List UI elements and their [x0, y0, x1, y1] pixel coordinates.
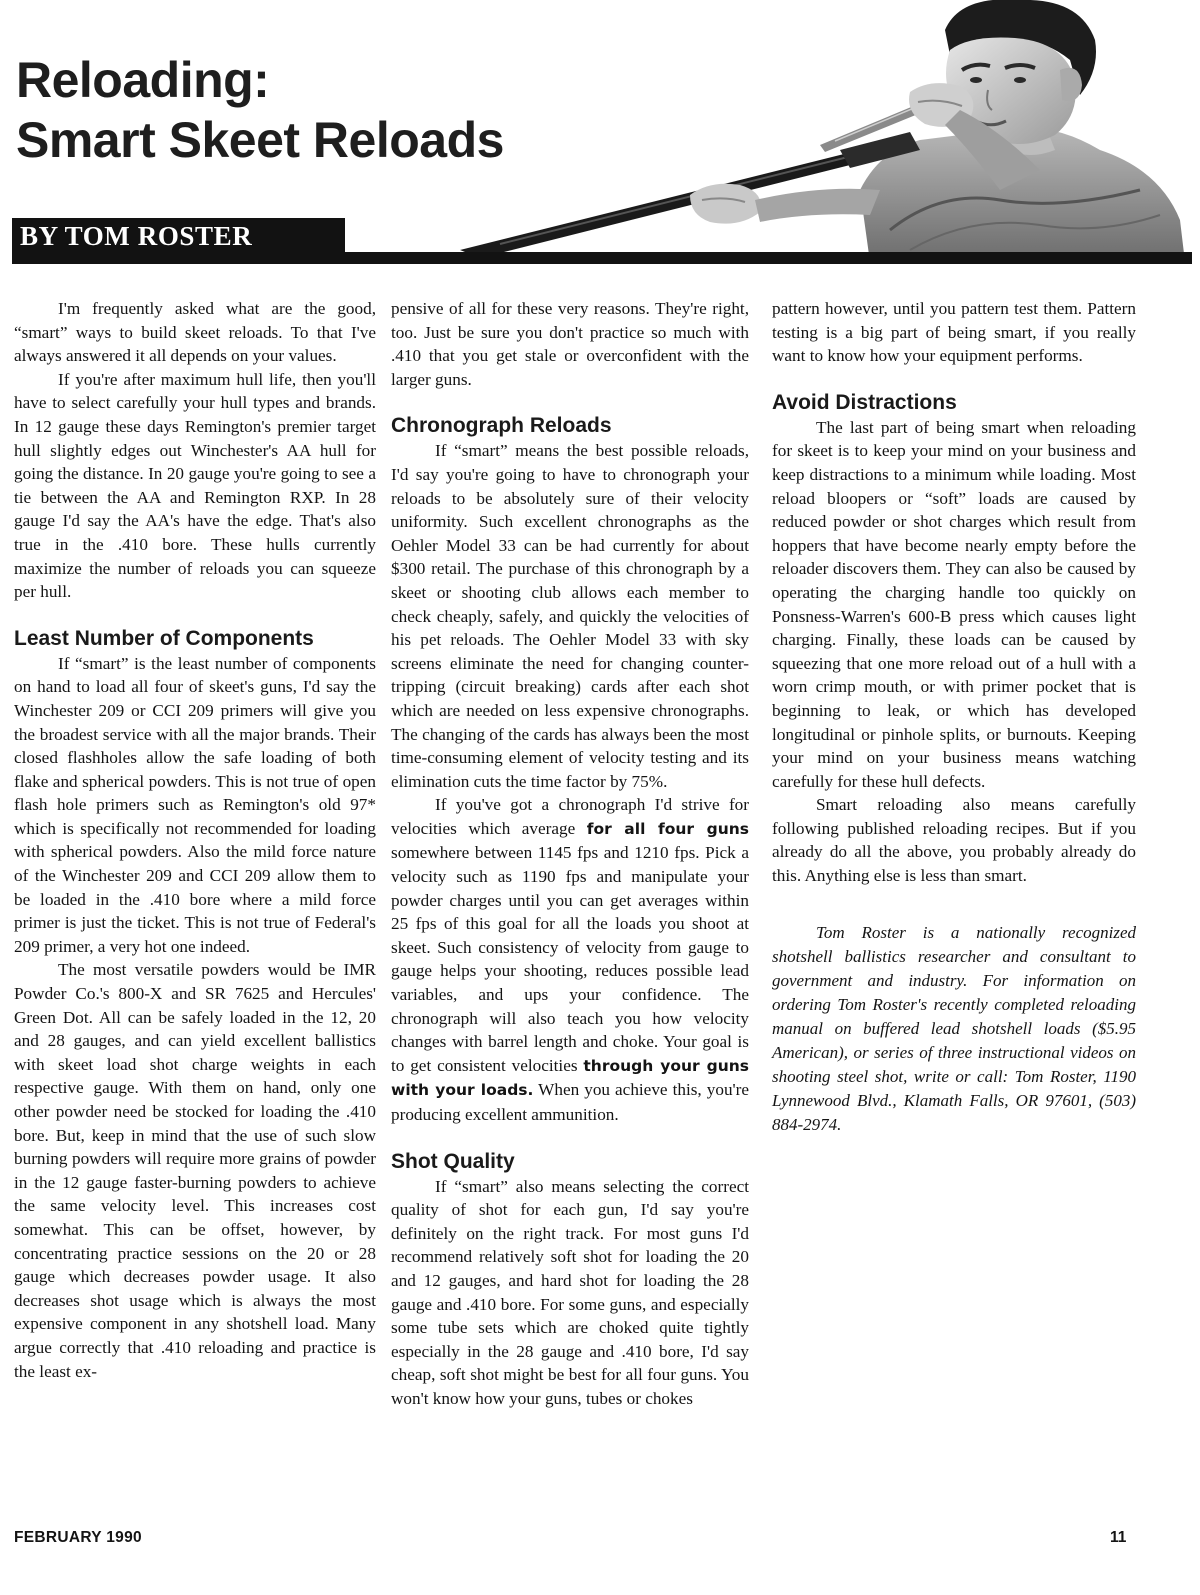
bold-text: for all four guns: [586, 819, 749, 838]
paragraph: The most versatile powders would be IMR Powder Co.'s 800-X and SR 7625 and Hercules' Green Dot. All can be safely loaded in the 12, 20 and 28 gauges, and can yield excellent ballistics with skeet load shot charge weights in each respective gauge. With them on hand, only one other powder need be stocked for loading the .410 bore. But, keep in mind that the use of such slow burning powders will require more grains of powder in the 12 gauge faster-burning powders to achieve the same velocity level. This increases cost somewhat. This can be offset, however, by concentrating practice sessions on the 20 or 28 gauge which decreases powder usage. It also decreases shot usage which is always the most expensive component in any shotshell load. Many argue correctly that .410 reloading and practice is the least ex-: [14, 960, 376, 1381]
text-run: When you achieve this, you're producing excellent ammunition.: [391, 1080, 749, 1124]
paragraph: If you're after maximum hull life, then you'll have to select carefully your hull types and brands. In 12 gauge these days Remington's premier target hull slightly edges out Winchester's AA hull for going the distance. In 20 gauge you're going to see a tie between the AA and Remington RXP. In 28 gauge I'd say the AA's have the edge. That's also true in the .410 bore. These hulls currently maximize the number of reloads you can squeeze per hull.: [14, 369, 376, 602]
paragraph: [391, 793, 749, 1126]
paragraph: If “smart” means the best possible reloads, I'd say you're going to have to chronograph your reloads to be absolutely sure of their velocity uniformity. Such excellent chronographs as the Oehler Model 33 can be had currently for about $300 retail. The purchase of this chronograph by a skeet or shooting club allows each member to check cheaply, safely, and quickly the velocities of his pet reloads. The Oehler Model 33 with sky screens eliminate the need for changing counter-tripping (circuit breaking) cards after each shot which are needed on less expensive chronographs. The changing of the cards has always been the most time-consuming element of velocity testing and its elimination cuts the time factor by 75%.: [391, 441, 749, 791]
section-heading: Chronograph Reloads: [391, 414, 612, 438]
paragraph: pensive of all for these very reasons. They're right, too. Just be sure you don't practice so much with .410 that you get stale or overconfident with the larger guns.: [391, 299, 749, 389]
man-with-shotgun-photo: [440, 0, 1200, 262]
author-bio: Tom Roster is a nationally recognized shotshell ballistics researcher and consultant to government and industry. For information on ordering Tom Roster's recently completed reloading manual on buffered lead shotshell loads ($5.95 American), or series of three instructional videos on shooting steel shot, write or call: Tom Roster, 1190 Lynnewood Blvd., Klamath Falls, OR 97601, (503) 884-2974.: [772, 922, 1136, 1134]
paragraph: If “smart” is the least number of components on hand to load all four of skeet's guns, I'd say the Winchester 209 or CCI 209 primers will give you the broadest service with all the major brands. Their closed flashholes allow the safe loading of both flake and spherical powders. This is not true of open flash hole primers such as Remington's old 97* which is specifically not recommended for loading with spherical powders. Also the mild force nature of the Winchester 209 and CCI 209 allow them to be loaded in the .410 bore where a mild force primer is just the ticket. This is not true of Federal's 209 primer, a very hot one indeed.: [14, 653, 376, 956]
column-2: [391, 297, 749, 1411]
section-heading: Avoid Distractions: [772, 390, 957, 414]
text-run: If you've got a chronograph I'd strive for velocities which average: [391, 795, 749, 838]
paragraph: Smart reloading also means carefully following published reloading recipes. But if you already do all the above, you probably already do this. Anything else is less than smart.: [772, 795, 1136, 886]
section-heading: Shot Quality: [391, 1149, 515, 1173]
article-title: [16, 50, 504, 170]
text-run: somewhere between 1145 fps and 1210 fps. Pick a velocity such as 1190 fps and manipulate your powder charges until you can get averages within 25 fps of this goal for all the loads you shoot at skeet. Such consistency of velocity from gauge to gauge helps your shooting, reduces possible lead variables, and ups your confidence. The chronograph will also teach you how velocity changes with barrel length and choke. Your goal is to get consistent velocities: [391, 843, 749, 1075]
page-number: 11: [1110, 1529, 1127, 1546]
paragraph: pattern however, until you pattern test them. Pattern testing is a big part of being smart, if you really want to know how your equipment performs.: [772, 299, 1136, 366]
title-line-2: Smart Skeet Reloads: [16, 112, 504, 168]
bold-text: through your guns with your loads.: [391, 1056, 749, 1100]
column-1: [14, 297, 376, 1383]
header-rule: [12, 252, 1192, 264]
section-heading: Least Number of Components: [14, 626, 314, 650]
issue-date: FEBRUARY 1990: [14, 1529, 142, 1546]
column-3: [772, 297, 1136, 1137]
title-line-1: Reloading:: [16, 52, 270, 108]
byline: BY TOM ROSTER: [12, 218, 345, 254]
paragraph: I'm frequently asked what are the good, “smart” ways to build skeet reloads. To that I've always answered it all depends on your values.: [14, 299, 376, 366]
paragraph: The last part of being smart when reloading for skeet is to keep your mind on your business and keep distractions to a minimum while loading. Most reload bloopers or “soft” loads are caused by reduced powder or shot charges which result from hoppers that have become nearly empty before the reloader discovers them. They can also be caused by operating the charging handle too quickly on Ponsness-Warren's 600-B press which causes light charging. Finally, these loads can be caused by squeezing that one more reload out of a hull with a worn crimp mouth, or with primer pocket that is beginning to leak, or which has developed longitudinal or pinhole splits, or burnouts. Keeping your mind on your business means watching carefully for these hull defects.: [772, 417, 1136, 791]
paragraph: If “smart” also means selecting the correct quality of shot for each gun, I'd say you're definitely on the right track. For most guns I'd recommend relatively soft shot for loading the 20 and 12 gauges, and hard shot for loading the 28 gauge and .410 bore. For some guns, and especially some tube sets which are choked quite tightly especially in the 28 gauge and .410 bore, I'd say cheap, soft shot might be best for all four guns. You won't know how your guns, tubes or chokes: [391, 1176, 749, 1408]
